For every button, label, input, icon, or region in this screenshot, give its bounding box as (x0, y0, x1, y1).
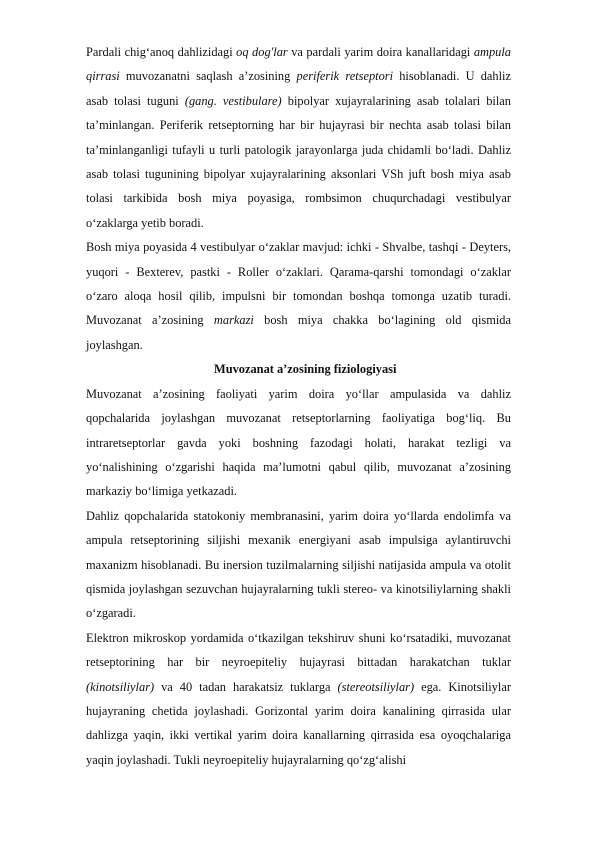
paragraph-mechanism: Dahliz qopchalarida statokoniy membranasini, yarim doira yo‘llarda endolimfa va ampula retseptorining siljishi mexanik energiyani asab impulsiga aylantiruvchi maxanizm hisoblanadi. Bu inersion tuzilmalarning siljishi natijasida ampula va otolit qismida joylashgan sezuvchan hujayralarning tukli stereo- va kinotsiliylarning shakli o‘zgaradi. (86, 508, 511, 621)
italic-term: (gang. vestibulare) (184, 93, 282, 108)
italic-term: periferik retseptori (296, 69, 394, 84)
text-run: Bosh miya poyasida 4 vestibulyar o‘zaklar mavjud: ichki - Shvalbe, tashqi - Deyters, yuqori - Bexterev, pastki - Roller o‘zaklari. Qarama-qarshi tomondagi o‘zaklar o‘zaro aloqa hosil qilib, impulsni bir tomondan boshqa tomonga uzatib turadi. Muvozanat a’zosining (86, 240, 511, 328)
italic-term: ampula qirrasi (86, 45, 512, 84)
italic-term: (kinotsiliylar) (86, 679, 155, 694)
section-heading: Muvozanat a’zosining fiziologiyasi (214, 362, 397, 377)
text-run: muvozanatni saqlash a’zosining (119, 69, 297, 84)
text-run: Elektron mikroskop yordamida o‘tkazilgan tekshiruv shuni ko‘rsatadiki, muvozanat retseptorining har bir neyroepiteliy hujayrasi bittadan harakatchan tuklar (86, 630, 511, 670)
document-page (86, 40, 511, 772)
text-run: va pardali yarim doira kanallaridagi (287, 45, 474, 59)
text-run: hisoblanadi. U dahliz asab tolasi tuguni (86, 69, 511, 108)
paragraph-electron-microscope (86, 626, 511, 772)
text-run: ega. Kinotsiliylar hujayraning chetida joylashadi. Gorizontal yarim doira kanalining qirrasida ular dahlizga yaqin, ikki vertikal yarim doira kanallarning qirrasida esa oyoqchalariga yaqin joylashadi. Tukli neyroepiteliy hujayralarning qo‘zg‘alishi (86, 679, 511, 767)
text-run: bipolyar xujayralarining asab tolalari bilan ta’minlangan. Periferik retseptorning har bir hujayrasi bir nechta asab tolasi bilan ta’minlanganligi tufayli u turli patologik jarayonlarga juda chidamli bo‘ladi. Dahliz asab tolasi tugunining bipolyar xujayralarining aksonlari VSh juft bosh miya asab tolasi tarkibida bosh miya poyasiga, rombsimon chuqurchadagi vestibulyar o‘zaklarga yetib boradi. (86, 93, 512, 230)
paragraph-vestibular-nuclei (86, 235, 511, 357)
italic-term: (stereotsiliylar) (337, 679, 415, 694)
italic-term: oq dog'lar (236, 45, 288, 59)
text-run: va 40 tadan harakatsiz tuklarga (154, 679, 338, 694)
italic-term: markazi (213, 313, 254, 328)
paragraph-function: Muvozanat a’zosining faoliyati yarim doira yo‘llar ampulasida va dahliz qopchalarida joylashgan muvozanat retseptorlarning faoliyatiga bog‘liq. Bu intraretseptorlar gavda yoki boshning fazodagi holati, harakat tezligi va yo‘nalishining o‘zgarishi haqida ma’lumotni qabul qilib, muvozanat a’zosining markaziy bo‘limiga yetkazadi. (86, 386, 511, 499)
text-run: bosh miya chakka bo‘lagining old qismida joylashgan. (86, 313, 511, 352)
text-run: Pardali chig‘anoq dahlizidagi (86, 45, 237, 59)
paragraph-peripheral-receptor (86, 40, 511, 235)
